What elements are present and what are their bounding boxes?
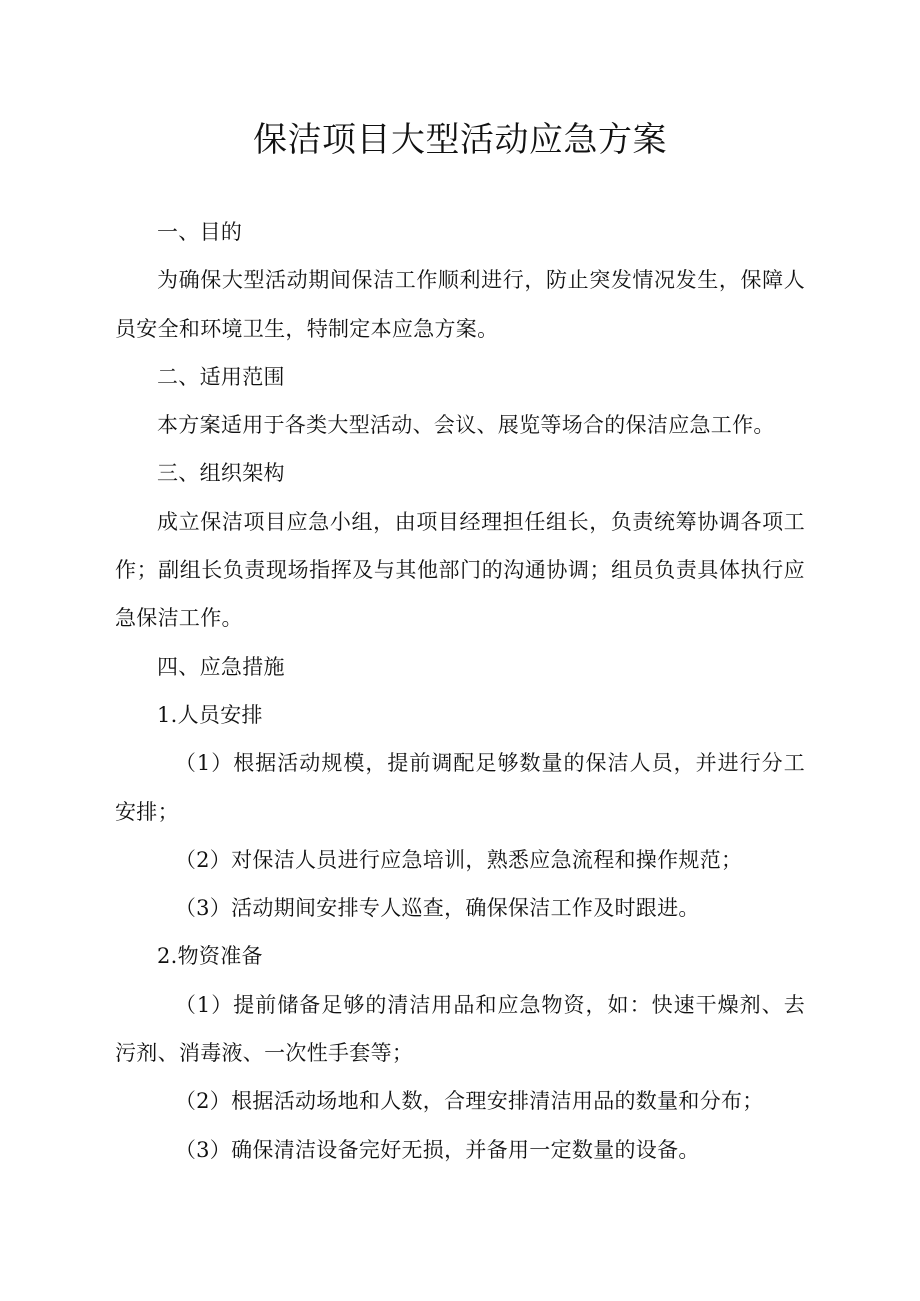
section-heading-purpose: 一、目的 [157,220,243,244]
list-item-supplies-2: （2）根据活动场地和人数，合理安排清洁用品的数量和分布； [174,1089,764,1114]
subsection-heading-supplies: 2.物资准备 [157,944,263,969]
document-body [115,208,805,1174]
paragraph-scope: 本方案适用于各类大型活动、会议、展览等场合的保洁应急工作。 [157,413,775,438]
section-heading-scope: 二、适用范围 [157,364,285,389]
section-heading-measures: 四、应急措施 [157,654,285,679]
paragraph-organization: 成立保洁项目应急小组，由项目经理担任组长，负责统筹协调各项工作；副组长负责现场指挥及与其他部门的沟通协调；组员负责具体执行应急保洁工作。 [115,509,805,631]
list-item-staffing-2: （2）对保洁人员进行应急培训，熟悉应急流程和操作规范； [174,847,743,872]
section-heading-organization: 三、组织架构 [157,461,285,486]
list-item-supplies-1: （1）提前储备足够的清洁用品和应急物资，如：快速干燥剂、去污剂、消毒液、一次性手套等； [115,992,805,1066]
document-title: 保洁项目大型活动应急方案 [253,120,667,160]
list-item-staffing-3: （3）活动期间安排专人巡查，确保保洁工作及时跟进。 [174,896,700,921]
list-item-staffing-1: （1）根据活动规模，提前调配足够数量的保洁人员，并进行分工安排； [115,751,805,824]
subsection-heading-staffing: 1.人员安排 [157,702,263,727]
paragraph-purpose: 为确保大型活动期间保洁工作顺利进行，防止突发情况发生，保障人员安全和环境卫生，特制定本应急方案。 [115,268,805,341]
list-item-supplies-3: （3）确保清洁设备完好无损，并备用一定数量的设备。 [174,1137,700,1162]
